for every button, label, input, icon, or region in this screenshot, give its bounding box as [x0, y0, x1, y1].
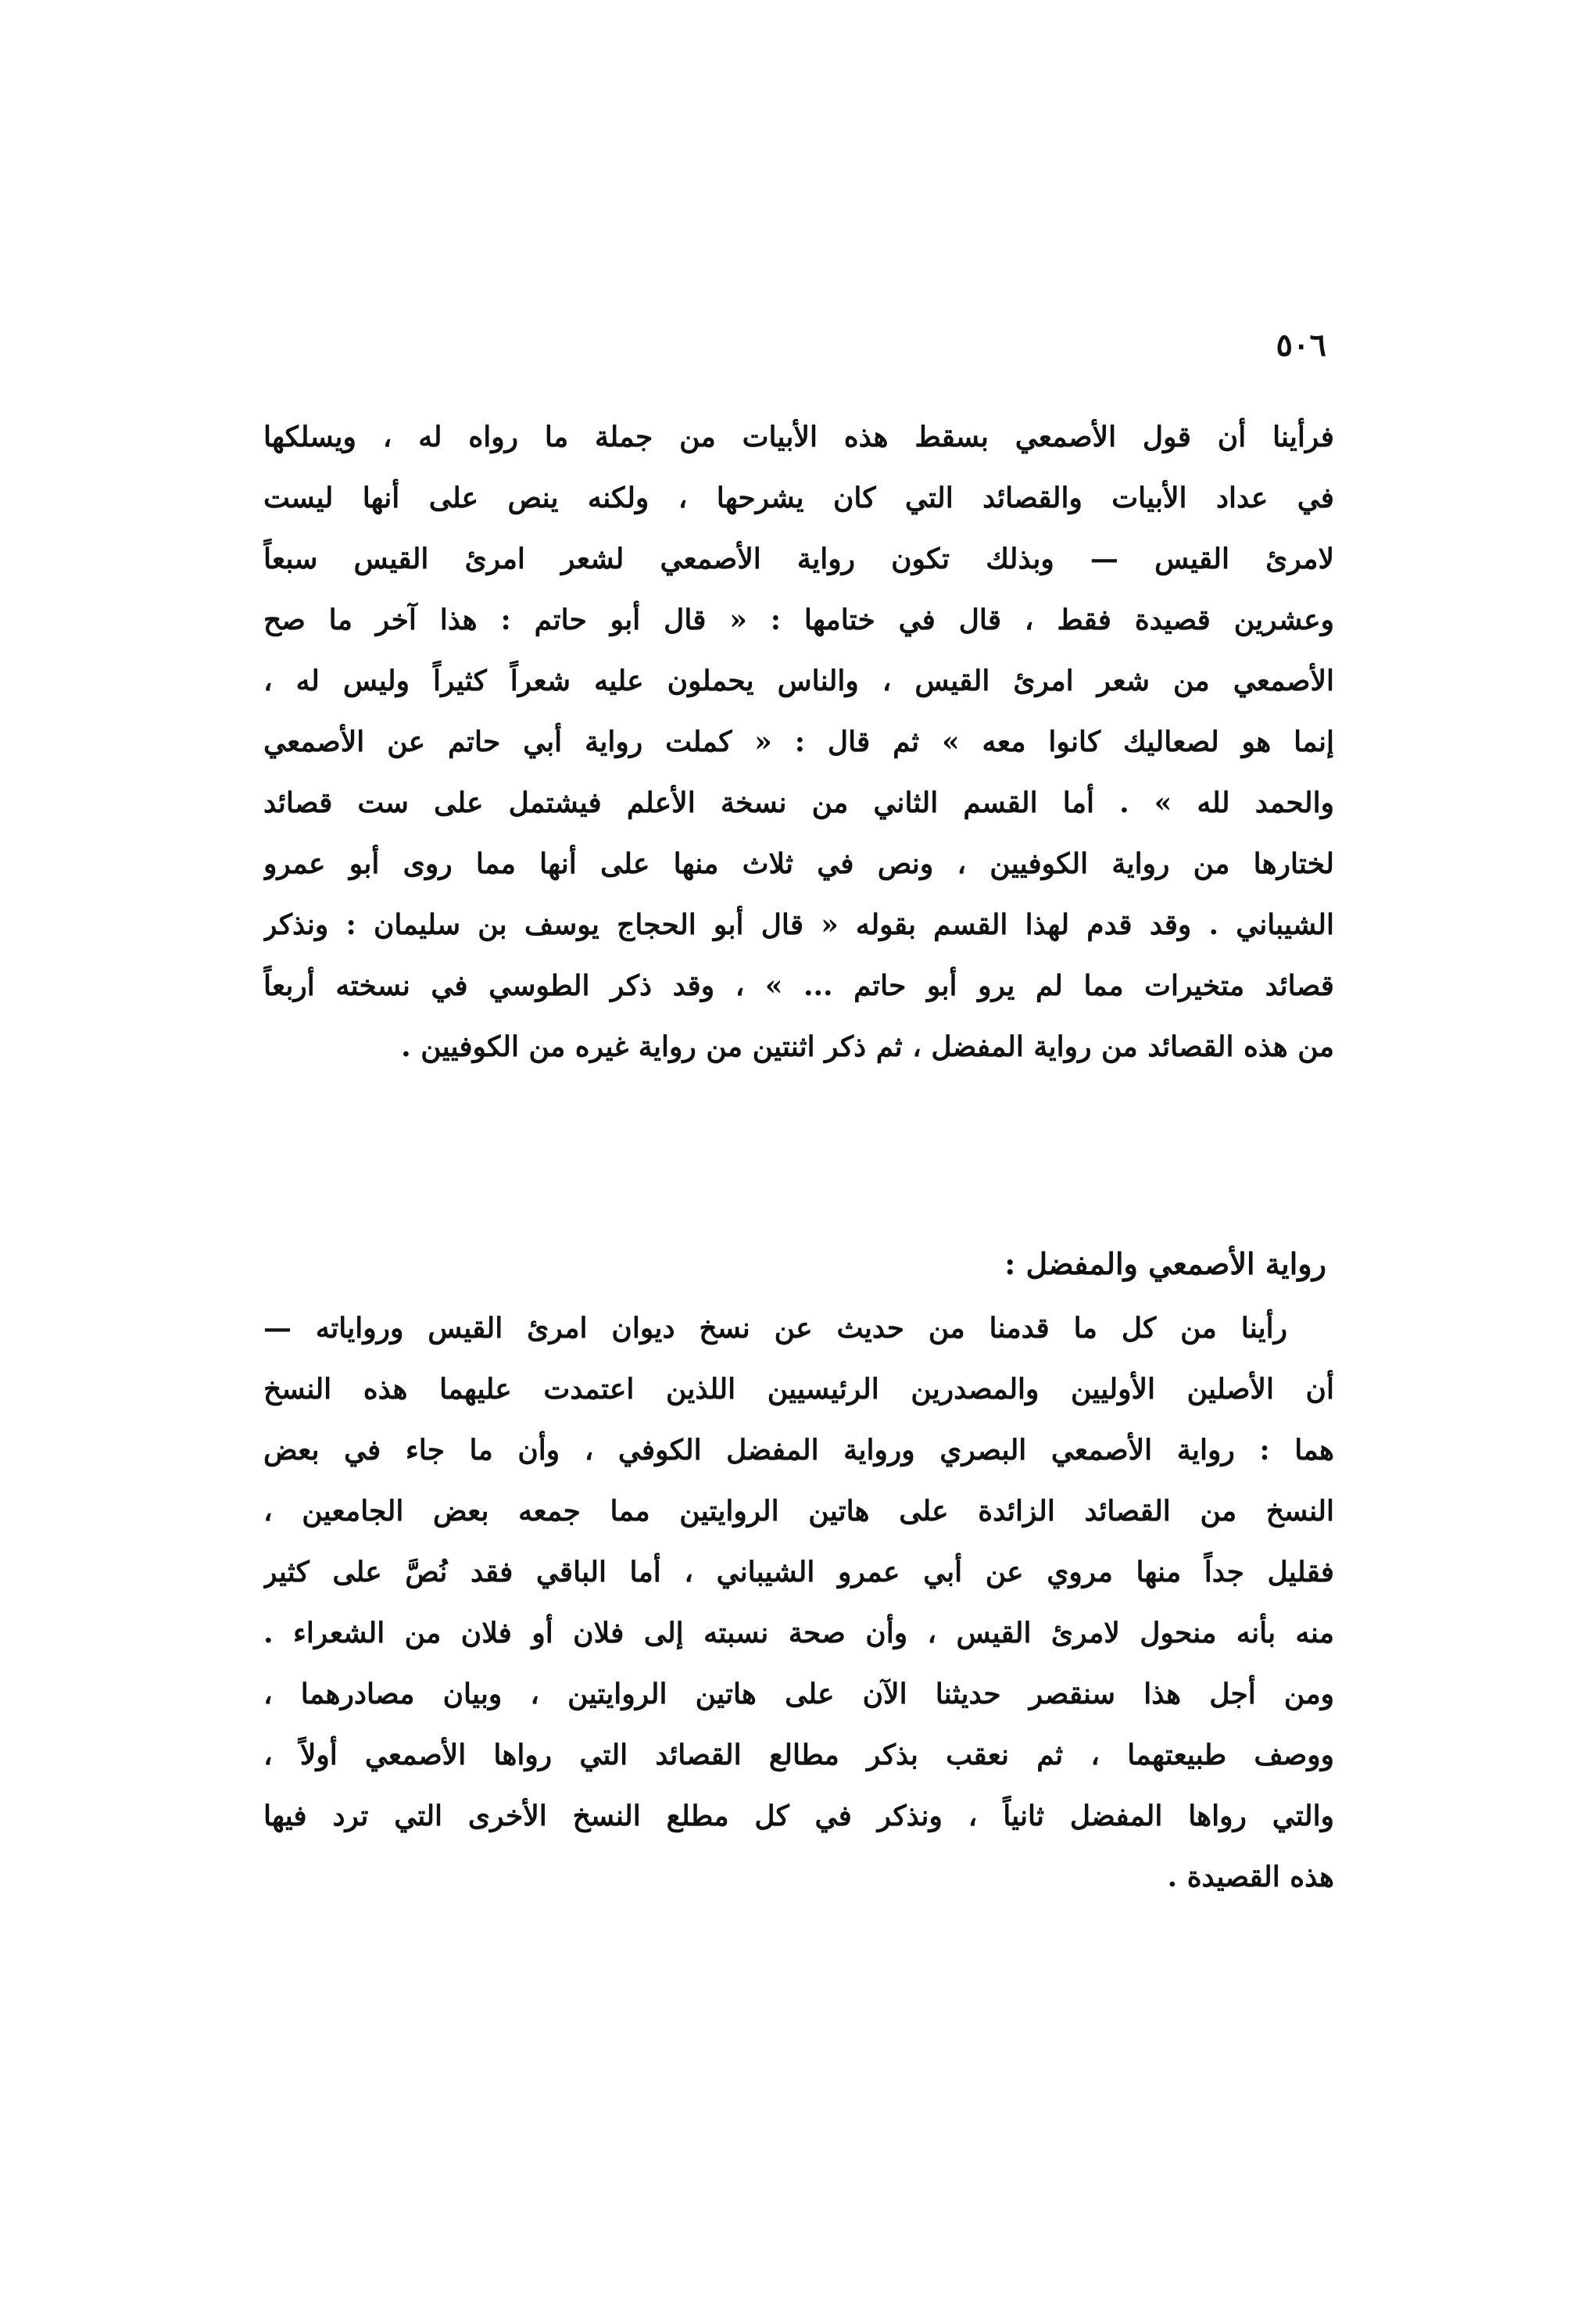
text-line: هذه القصيدة . — [1167, 1861, 1334, 1893]
text-line: النسخ من القصائد الزائدة على هاتين الروايتين مما جمعه بعض الجامعين ، — [263, 1495, 1334, 1528]
text-line: الأصمعي من شعر امرئ القيس ، والناس يحملون عليه شعراً كثيراً وليس له ، — [263, 664, 1334, 697]
section-heading: رواية الأصمعي والمفضل : — [1004, 1246, 1326, 1281]
text-line: منه بأنه منحول لامرئ القيس ، وأن صحة نسبته إلى فلان أو فلان من الشعراء . — [263, 1617, 1334, 1649]
text-line: والتي رواها المفضل ثانياً ، ونذكر في كل مطلع النسخ الأخرى التي ترد فيها — [263, 1800, 1334, 1832]
paragraph-1 — [263, 407, 1334, 1077]
text-line: ومن أجل هذا سنقصر حديثنا الآن على هاتين الروايتين ، وبيان مصادرهما ، — [263, 1678, 1334, 1710]
text-line: رأينا من كل ما قدمنا من حديث عن نسخ ديوان امرئ القيس ورواياته — — [263, 1312, 1287, 1345]
text-line: أن الأصلين الأوليين والمصدرين الرئيسيين اللذين اعتمدت عليهما هذه النسخ — [263, 1373, 1334, 1406]
text-line: هما : رواية الأصمعي البصري ورواية المفضل الكوفي ، وأن ما جاء في بعض — [263, 1434, 1334, 1467]
text-line: ووصف طبيعتهما ، ثم نعقب بذكر مطالع القصائد التي رواها الأصمعي أولاً ، — [263, 1739, 1334, 1771]
text-line: فرأينا أن قول الأصمعي بسقط هذه الأبيات من جملة ما رواه له ، ويسلكها — [263, 421, 1334, 453]
page-number: ٥٠٦ — [1276, 327, 1326, 364]
text-line: قصائد متخيرات مما لم يرو أبو حاتم ... » ، وقد ذكر الطوسي في نسخته أربعاً — [263, 969, 1334, 1002]
text-line: لامرئ القيس — وبذلك تكون رواية الأصمعي لشعر امرئ القيس سبعاً — [263, 543, 1334, 575]
text-line: وعشرين قصيدة فقط ، قال في ختامها : « قال أبو حاتم : هذا آخر ما صح — [263, 604, 1334, 636]
paragraph-2 — [263, 1298, 1334, 1907]
text-line: فقليل جداً منها مروي عن أبي عمرو الشيباني ، أما الباقي فقد نُصَّ على كثير — [263, 1556, 1334, 1588]
text-line: من هذه القصائد من رواية المفضل ، ثم ذكر اثنتين من رواية غيره من الكوفيين . — [401, 1030, 1334, 1063]
text-line: في عداد الأبيات والقصائد التي كان يشرحها ، ولكنه ينص على أنها ليست — [263, 482, 1334, 514]
text-line: الشيباني . وقد قدم لهذا القسم بقوله « قال أبو الحجاج يوسف بن سليمان : ونذكر — [263, 908, 1334, 941]
text-line: لختارها من رواية الكوفيين ، ونص في ثلاث منها على أنها مما روى أبو عمرو — [263, 847, 1334, 880]
text-line: إنما هو لصعاليك كانوا معه » ثم قال : « كملت رواية أبي حاتم عن الأصمعي — [263, 725, 1334, 758]
text-line: والحمد لله » . أما القسم الثاني من نسخة الأعلم فيشتمل على ست قصائد — [263, 786, 1334, 819]
